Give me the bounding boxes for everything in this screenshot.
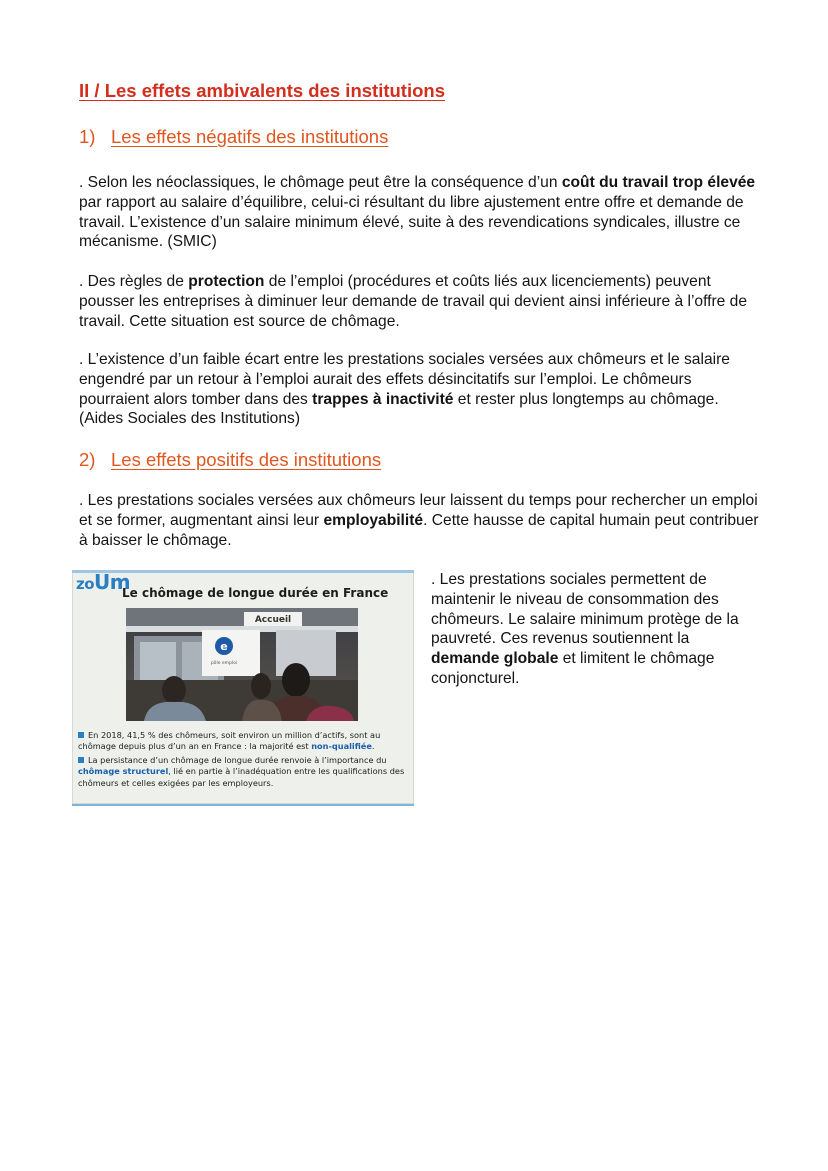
subsection-number: 1)	[79, 126, 96, 147]
caption-highlight: non-qualifiée	[311, 741, 372, 752]
paragraph-text: et rester plus longtemps au chômage. (Aides Sociales des Institutions)	[79, 390, 719, 428]
subsection-title-positive	[79, 449, 381, 471]
zoom-logo-part: Um	[94, 570, 131, 594]
paragraph-text: . L’existence d’un faible écart entre les prestations sociales versées aux chômeurs et le salaire engendré par un retour à l’emploi aurait des effets désincitatifs sur l’emploi. Le chômeurs pourraient alors tomber dans des	[79, 351, 730, 408]
paragraph-employabilite	[79, 491, 759, 550]
accueil-sign-text: Accueil	[254, 615, 292, 625]
paragraph-text: . Cette hausse de capital humain peut contribuer à baisser le chômage.	[79, 511, 759, 549]
paragraph-text: par rapport au salaire d’équilibre, celui-ci résultant du libre ajustement entre offre et demande de travail. L’existence d’un salaire minimum élevé, suite à des revendications syndicales, illustre ce mécanisme. (SMIC)	[79, 193, 744, 251]
photo-pole-emploi-agency	[126, 608, 358, 721]
subsection-title-negative	[79, 126, 388, 148]
paragraph-text: . Selon les néoclassiques, le chômage peut être la conséquence d’un	[79, 174, 562, 191]
window-pane	[140, 642, 176, 680]
paragraph-text: . Les prestations sociales versées aux chômeurs leur laissent du temps pour rechercher un emploi et se former, augmentant ainsi leur	[79, 492, 758, 529]
paragraph-text: . Les prestations sociales permettent de maintenir le niveau de consommation des chômeurs. Le salaire minimum protège de la pauvreté. Ces revenus soutiennent la	[431, 571, 739, 648]
pole-emploi-panel	[202, 630, 260, 676]
person-head	[162, 676, 186, 704]
ceiling	[126, 608, 358, 626]
pole-emploi-text: pôle emploi	[210, 661, 238, 666]
paragraph-text: . Des règles de	[79, 273, 189, 290]
logo-letter: e	[220, 640, 228, 653]
subsection-number: 2)	[79, 449, 96, 470]
bold-term: protection	[188, 273, 265, 290]
paragraph-text: de l’emploi (procédures et coûts liés aux licenciements) peuvent pousser les entreprises à diminuer leur demande de travail qui devient ainsi inférieure à l’offre de travail. Cette situation est source de chômage.	[79, 273, 748, 330]
person-head	[282, 663, 310, 697]
paragraph-protection	[79, 272, 759, 331]
bold-term: trappes à inactivité	[312, 390, 454, 408]
caption-2	[78, 755, 410, 789]
caption-text: La persistance d’un chômage de longue durée renvoie à l’importance du	[88, 754, 387, 765]
paragraph-trappes	[79, 350, 759, 429]
figure-captions	[78, 730, 410, 791]
paragraph-cout-du-travail	[79, 173, 759, 252]
caption-text: En 2018, 41,5 % des chômeurs, soit environ un million d’actifs, sont au chômage depuis plus d’un an en France : la majorité est	[78, 730, 381, 752]
bullet-square-icon	[78, 757, 84, 763]
caption-highlight: chômage structurel	[78, 766, 169, 777]
bold-term: demande globale	[431, 650, 559, 668]
zoom-logo-part: zo	[76, 575, 95, 593]
zoom-figure	[72, 570, 414, 806]
bold-term: employabilité	[323, 511, 424, 529]
person-head	[251, 673, 271, 699]
caption-text: .	[371, 741, 375, 752]
paragraph-demande-globale	[431, 570, 761, 689]
paragraph-text: et limitent le chômage conjoncturel.	[431, 650, 715, 687]
bullet-square-icon	[78, 732, 84, 738]
caption-1	[78, 730, 410, 753]
subsection-title-text: Les effets positifs des institutions	[111, 449, 382, 470]
subsection-title-text: Les effets négatifs des institutions	[111, 126, 389, 147]
section-title: II / Les effets ambivalents des institutions	[79, 80, 445, 101]
bold-term: coût du travail trop élevée	[561, 174, 756, 191]
caption-text: , lié en partie à l’inadéquation entre les qualifications des chômeurs et celles exigées par les employeurs.	[78, 766, 405, 788]
figure-title: Le chômage de longue durée en France	[122, 586, 389, 600]
